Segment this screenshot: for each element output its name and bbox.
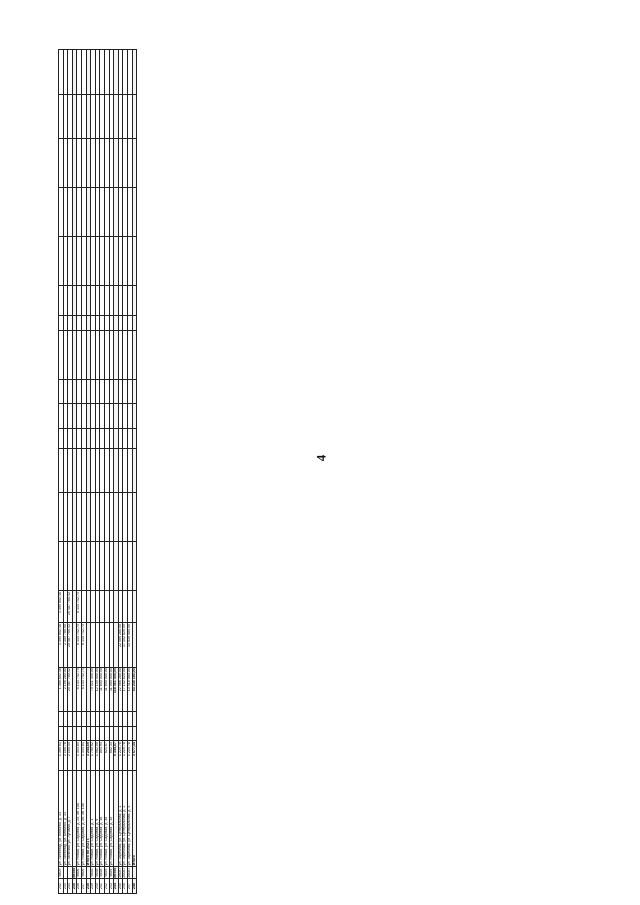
- table-cell: Итого по 2021 г.: [86, 771, 91, 867]
- table-cell: [132, 429, 137, 449]
- table-cell: 2 156 280,00: [63, 667, 68, 711]
- table-row: [132, 50, 137, 894]
- table-cell: 9806: [77, 866, 82, 878]
- table-cell: ул. Новая, ул. Садовая, д. 15: [109, 771, 114, 867]
- table-cell: 1 225,78: [123, 741, 128, 771]
- table-cell: ул. Заречная, ул. Центральная, д. 2: [123, 771, 128, 867]
- table-cell: 1 225,78: [127, 741, 132, 771]
- table-cell: 232: [59, 879, 64, 894]
- table-cell: ул. Новая, ул. Садовая, д. 38: [100, 771, 105, 867]
- table-cell: 242: [104, 879, 109, 894]
- table-cell: 11 600 000,00: [104, 667, 109, 711]
- data-table: [58, 49, 137, 894]
- table-cell: 17 152 820,00: [123, 667, 128, 711]
- table-cell: 11 000 000,00: [109, 667, 114, 711]
- table-cell: ул. Новая, ул. Садовая, д. 38: [104, 771, 109, 867]
- table-cell: 244: [114, 879, 119, 894]
- table-cell: [132, 623, 137, 667]
- table-cell: 602,34: [109, 741, 114, 771]
- table-cell: ул. Новая, ул. Садовая, д. 1: [91, 771, 96, 867]
- table-cell: 13 516 080,00: [127, 667, 132, 711]
- table-cell: 245: [118, 879, 123, 894]
- table-cell: 9809: [59, 866, 64, 878]
- table-cell: 17 152 820,00: [123, 623, 128, 667]
- table-cell: 22 566 280,00: [118, 667, 123, 711]
- table-cell: ул. Зеленая, ул. Луговая, д. 7: [68, 771, 73, 867]
- table-cell: 248: [132, 879, 137, 894]
- table-cell: 9858: [91, 866, 96, 878]
- table-cell: 243: [109, 879, 114, 894]
- table-cell: 237: [81, 879, 86, 894]
- table-cell: 26087: [126, 867, 131, 878]
- table-cell: [132, 448, 137, 492]
- table-cell: ул. Заречная, ул. Центральная, д. 1: [118, 771, 123, 867]
- document-sheet: [58, 49, 613, 894]
- table-cell: 6 143 742,74: [81, 667, 86, 711]
- table-cell: 238: [86, 879, 91, 894]
- table-cell: 239: [91, 879, 96, 894]
- table-cell: [132, 591, 137, 623]
- table-cell: [132, 50, 137, 95]
- table-cell: ул. Заречная, ул. Центральная, д. 4: [127, 771, 132, 867]
- table-cell: [132, 379, 137, 404]
- table-cell: 804,94: [100, 741, 105, 771]
- table-cell: 53 235 180,00: [132, 667, 137, 711]
- table-cell: [132, 866, 137, 878]
- table-cell: 22 566 280,00: [118, 623, 123, 667]
- table-cell: [132, 493, 137, 542]
- rotated-table-wrapper: [58, 49, 613, 894]
- table-cell: 9858: [100, 866, 105, 878]
- table-cell: 235: [72, 879, 77, 894]
- table-cell: 9859: [109, 866, 114, 878]
- table-cell: 6 143 742,74: [81, 623, 86, 667]
- table-cell: 9858: [95, 866, 100, 878]
- table-cell: [132, 711, 137, 726]
- table-cell: 1 562,00: [95, 741, 100, 771]
- table-cell: ул. Листопад, ул. Бельтюк, д. 13: [63, 771, 68, 867]
- table-cell: 5 344,57: [114, 741, 119, 771]
- page-number: 4: [313, 454, 329, 462]
- table-cell: 11 600 000,00: [100, 667, 105, 711]
- table-cell: 70 021 305,00: [91, 667, 96, 711]
- table-cell: 9806: [81, 866, 86, 878]
- table-cell: 6 143 742,74: [77, 591, 82, 623]
- table-cell: ул. Новая, ул. Садовая, д. 9: [95, 771, 100, 867]
- table-cell: 234: [68, 879, 73, 894]
- table-cell: [132, 286, 137, 316]
- table-cell: 12 140 000,00: [95, 667, 100, 711]
- table-cell: 6 143 742,74: [77, 623, 82, 667]
- table-cell: 624,67: [104, 741, 109, 771]
- table-cell: [132, 94, 137, 138]
- table-cell: 118 361 305,00: [114, 667, 119, 711]
- table-cell: 1 344,84: [77, 741, 82, 771]
- table-cell: 26087: [122, 867, 127, 878]
- table-cell: Итого: [113, 867, 118, 878]
- table-cell: Итого: [71, 867, 76, 878]
- table-cell: [132, 726, 137, 741]
- table-cell: ул. Листопад, ул. Бельтюк, д. 13: [59, 771, 64, 867]
- table-cell: 2 155,78: [63, 741, 68, 771]
- table-cell: Итого: [132, 771, 137, 867]
- table-cell: 26087: [117, 867, 122, 878]
- table-cell: 247: [127, 879, 132, 894]
- table-cell: 241: [100, 879, 105, 894]
- table-cell: [132, 237, 137, 286]
- table-cell: 236: [77, 879, 82, 894]
- table-cell: [132, 542, 137, 591]
- table-cell: 246: [123, 879, 128, 894]
- table-cell: [132, 315, 137, 330]
- table-cell: 1 750,62: [91, 741, 96, 771]
- table-cell: 1 395 852,48: [59, 623, 64, 667]
- table-cell: ул. Новая, ул. Садовая, д. 26, кв. 108: [81, 771, 86, 867]
- table-cell: 1 344,84: [81, 741, 86, 771]
- table-cell: 1 225,78: [118, 741, 123, 771]
- table-cell: [132, 188, 137, 237]
- table-cell: 20 487 760,42: [68, 623, 73, 667]
- table-cell: 240: [95, 879, 100, 894]
- table-cell: 1 395 852,48: [59, 667, 64, 711]
- table-cell: 6 143 742,74: [77, 667, 82, 711]
- table-cell: 2 155,44: [68, 741, 73, 771]
- table-cell: 13 516 080,00: [127, 623, 132, 667]
- table-cell: [132, 404, 137, 429]
- table-cell: 2 155 780,00: [63, 623, 68, 667]
- table-cell: 233: [63, 879, 68, 894]
- table-cell: ул. Новая, ул. Садовая, д. 25, кв. 108: [77, 771, 82, 867]
- table-cell: [132, 138, 137, 187]
- table-cell: 3 244,69: [86, 741, 91, 771]
- table-cell: 9859: [104, 866, 109, 878]
- table-cell: 20 487 760,42: [68, 591, 73, 623]
- table-cell: 1 395 852,48: [59, 591, 64, 623]
- table-cell: 3 677,34: [132, 741, 137, 771]
- table-cell: 20 487 760,42: [68, 667, 73, 711]
- table-cell: [132, 330, 137, 379]
- table-cell: 1 395,63: [59, 741, 64, 771]
